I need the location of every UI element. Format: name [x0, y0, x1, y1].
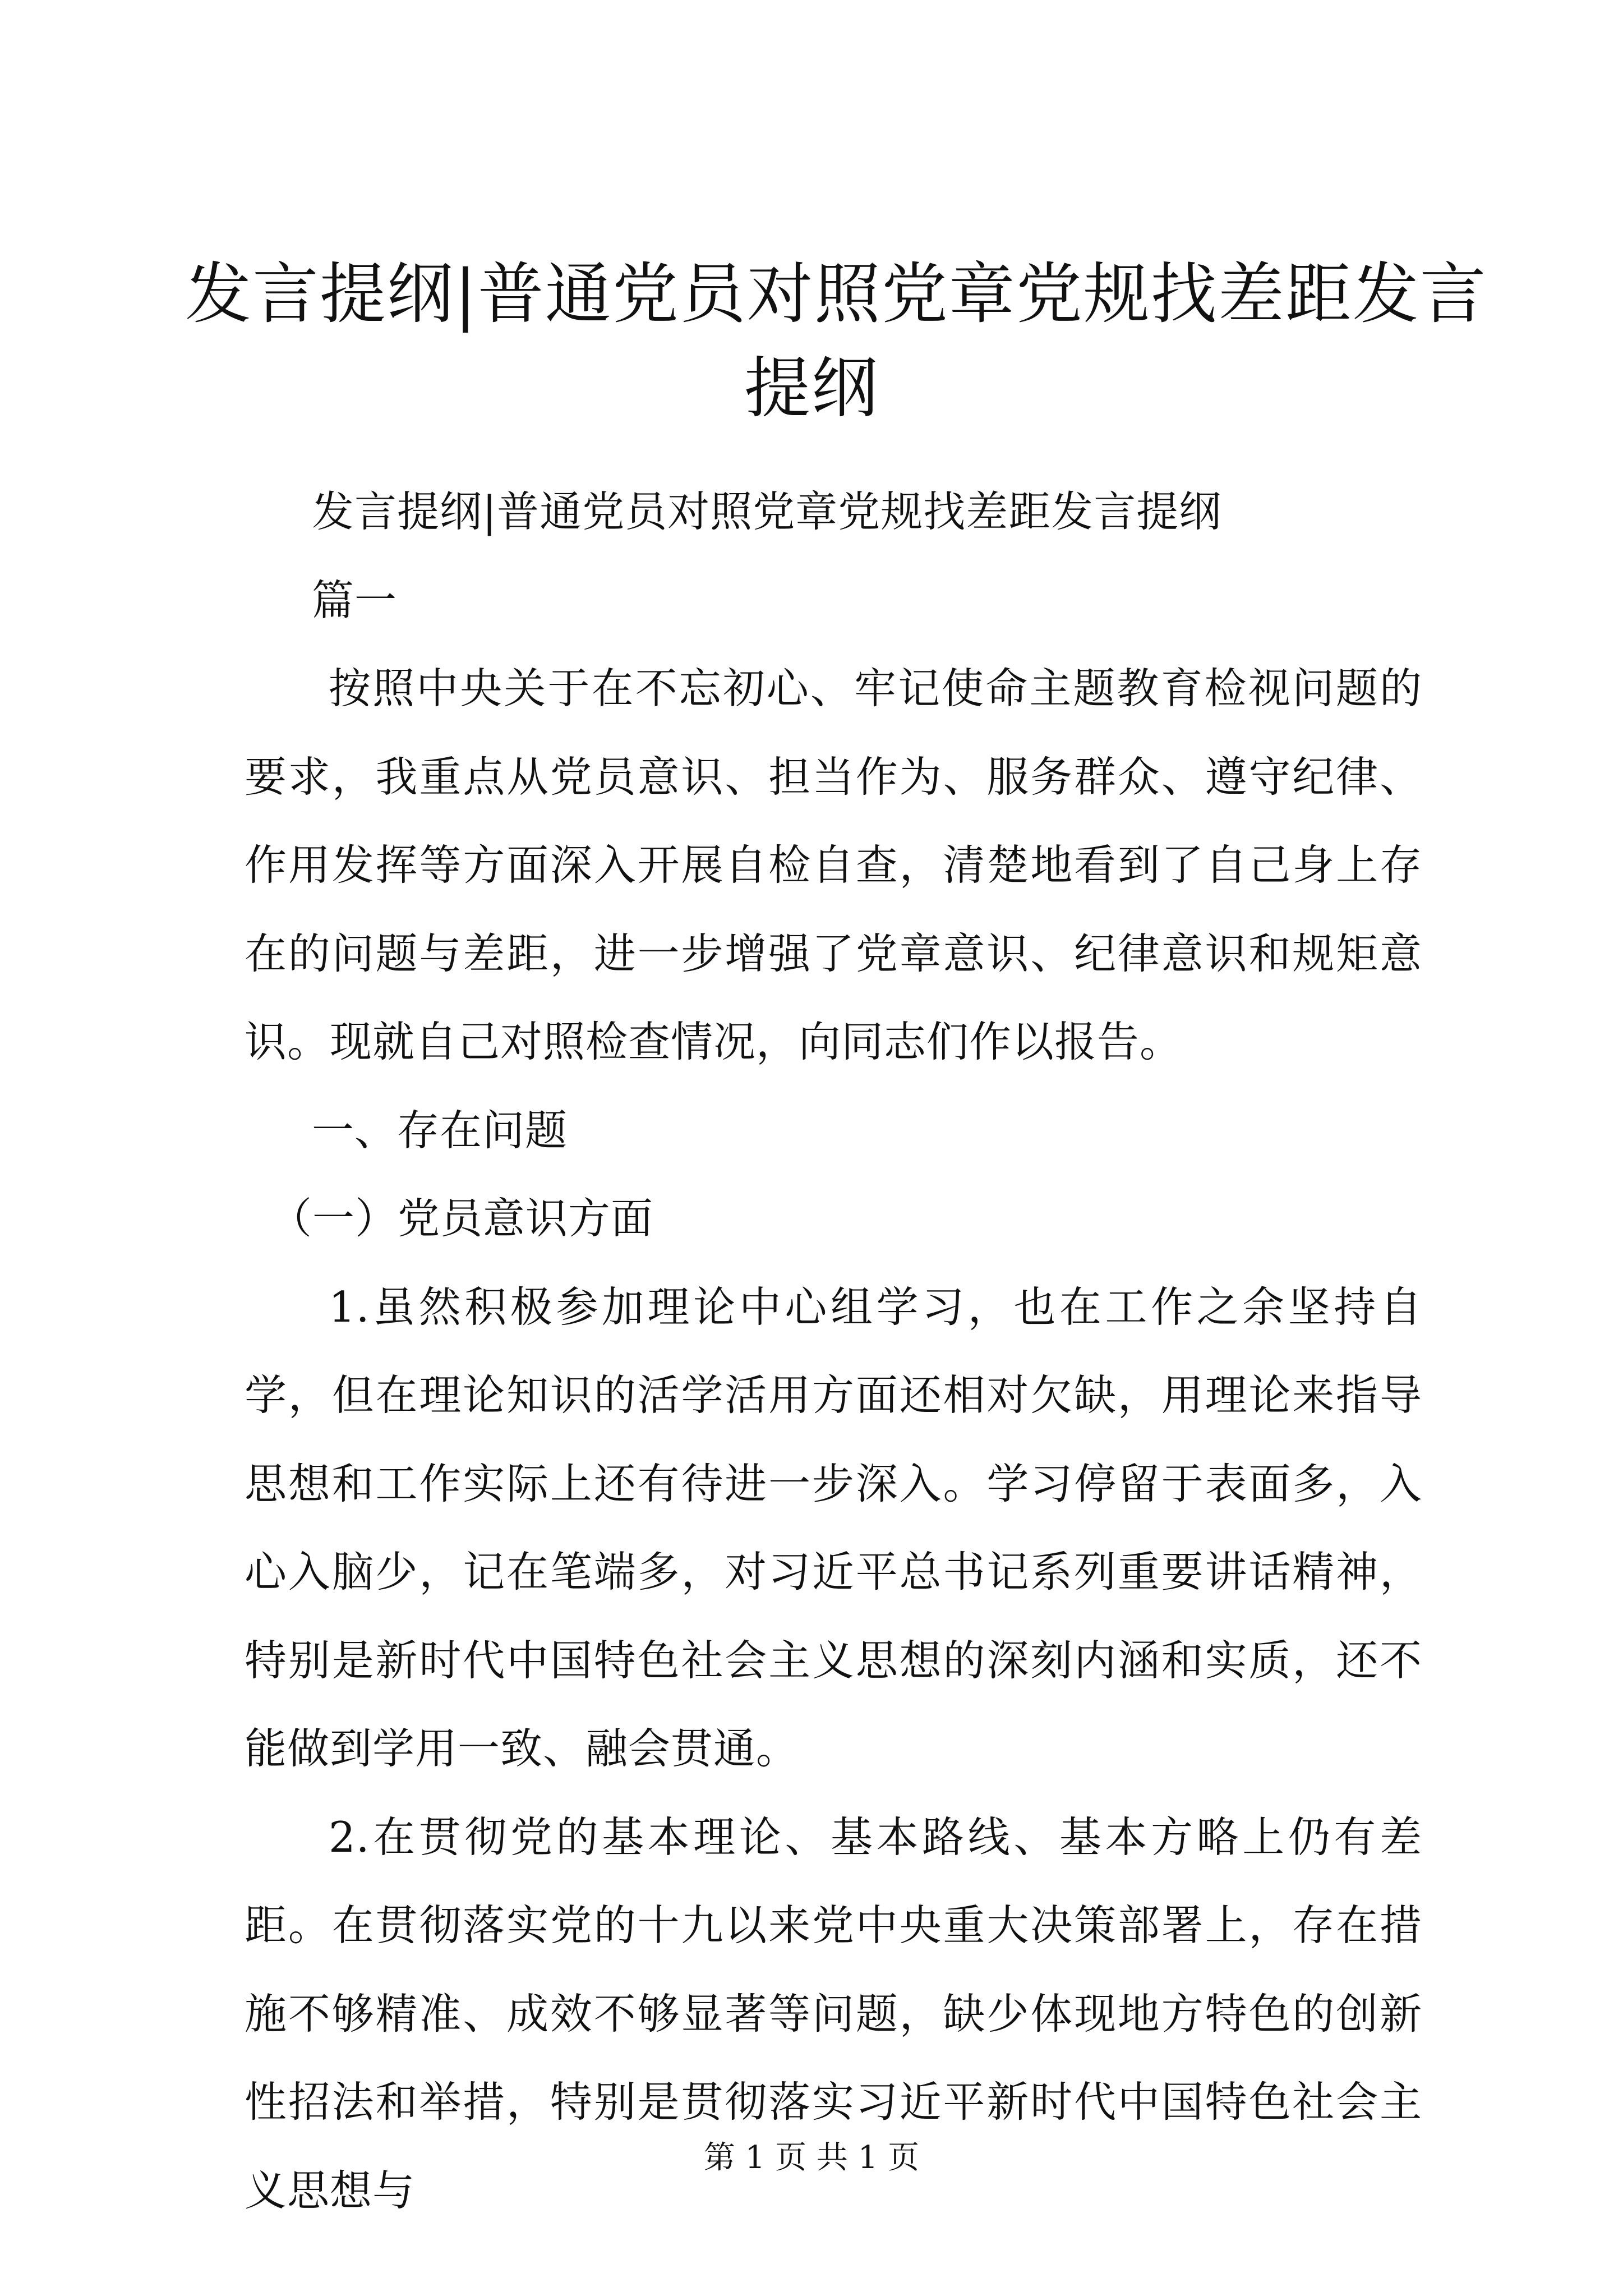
item-paragraph-2: 2.在贯彻党的基本理论、基本路线、基本方略上仍有差距。在贯彻落实党的十九以来党中央重大决策部署上，存在措施不够精准、成效不够显著等问题，缺少体现地方特色的创新性招法和举措，特别是贯彻落实习近平新时代中国特色社会主义思想与 — [245, 1812, 1422, 2215]
document-title — [185, 247, 1487, 435]
title-line-1: 发言提纲|普通党员对照党章党规找差距发言 — [185, 255, 1487, 333]
document-body — [245, 468, 1422, 2235]
subtitle-paragraph: 发言提纲|普通党员对照党章党规找差距发言提纲 — [312, 487, 1222, 536]
section-heading: 一、存在问题 — [312, 1105, 568, 1155]
subsection-heading: （一）党员意识方面 — [270, 1194, 654, 1243]
title-line-2: 提纲 — [744, 349, 879, 427]
intro-paragraph: 按照中央关于在不忘初心、牢记使命主题教育检视问题的要求，我重点从党员意识、担当作为、服务群众、遵守纪律、作用发挥等方面深入开展自检自查，清楚地看到了自己身上存在的问题与差距，进一步增强了党章意识、纪律意识和规矩意识。现就自己对照检查情况，向同志们作以报告。 — [245, 664, 1422, 1066]
page-footer: 第 1 页 共 1 页 — [703, 2139, 920, 2176]
item-paragraph-1: 1.虽然积极参加理论中心组学习，也在工作之余坚持自学，但在理论知识的活学活用方面还相对欠缺，用理论来指导思想和工作实际上还有待进一步深入。学习停留于表面多，入心入脑少，记在笔端多，对习近平总书记系列重要讲话精神，特别是新时代中国特色社会主义思想的深刻内涵和实质，还不能做到学用一致、融会贯通。 — [245, 1282, 1422, 1773]
section-label: 篇一 — [312, 575, 398, 625]
